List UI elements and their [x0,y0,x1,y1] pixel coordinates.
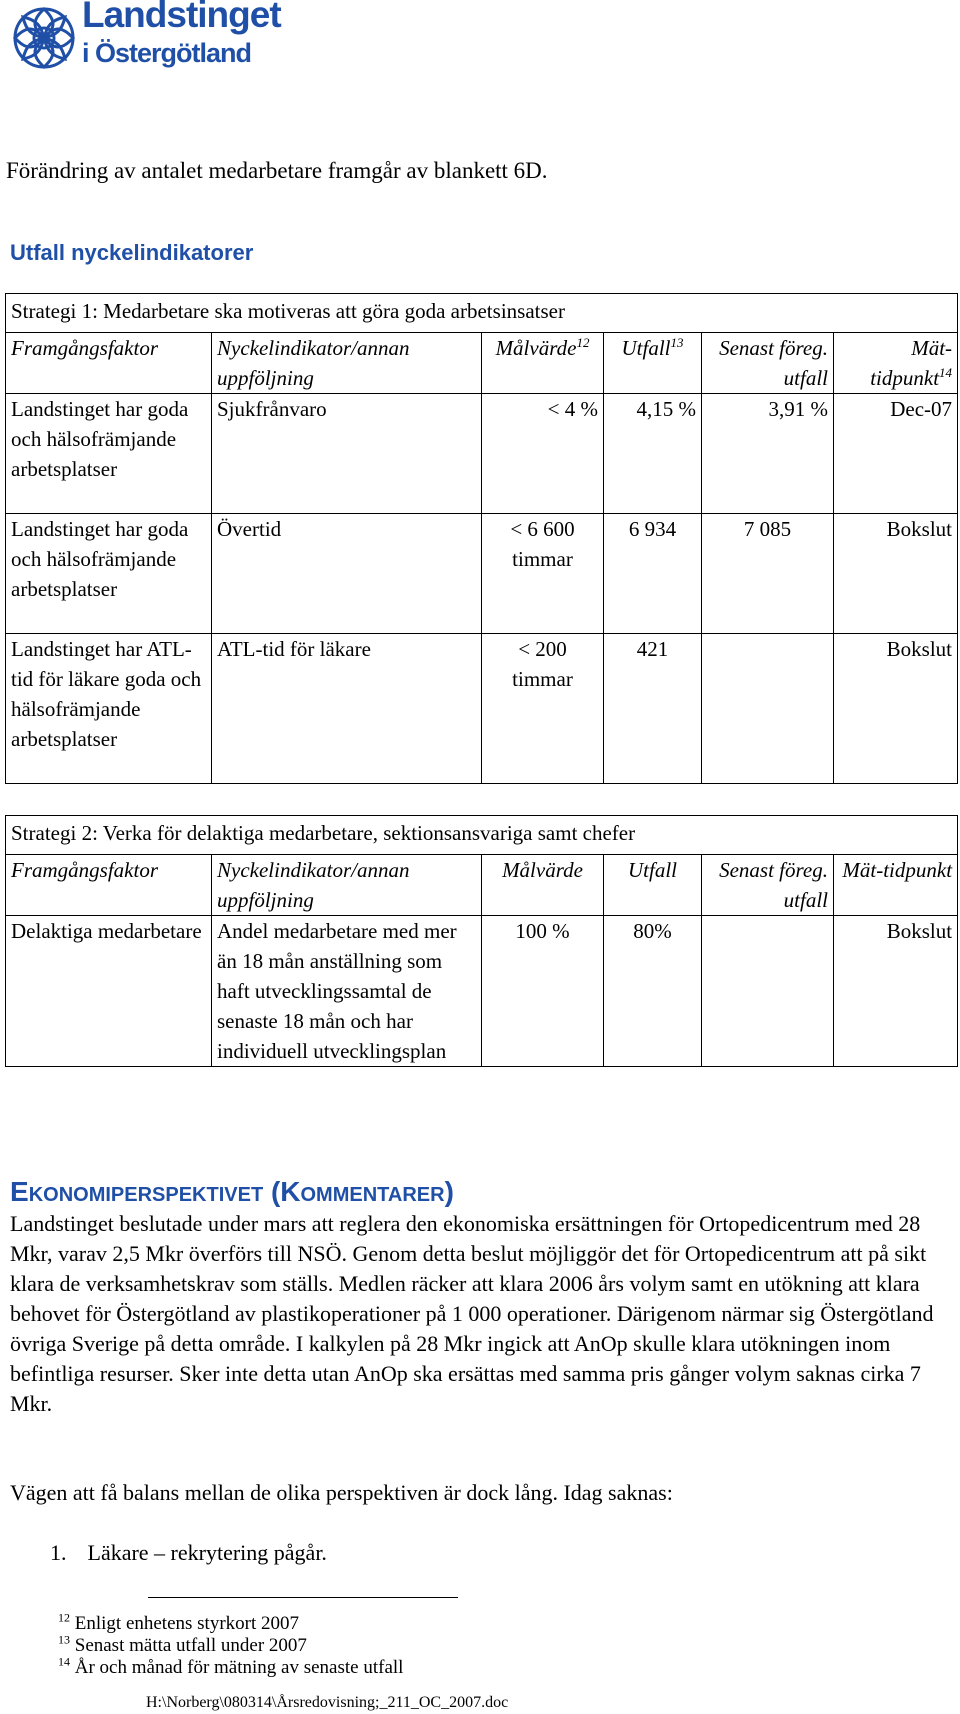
header-outcome: Utfall$^{13}$ [604,333,702,394]
header-time: Mät-tidpunkt [834,855,958,916]
cell-indicator: Andel medarbetare med mer än 18 mån anställning som haft utvecklingssamtal de senaste 18 mån och har individuell utvecklingsplan [212,916,482,1067]
cell-time: Bokslut [834,634,958,784]
cell-prev [702,916,834,1067]
cell-time: Dec-07 [834,394,958,514]
cell-target: < 6 600 timmar [482,514,604,634]
footnote: $^{12}$ Enligt enhetens styrkort 2007 [58,1610,300,1634]
cell-outcome: 421 [604,634,702,784]
cell-indicator: Sjukfrånvaro [212,394,482,514]
table-header-row [6,333,958,394]
list-number: 1. [50,1540,67,1565]
cell-outcome: 4,15 % [604,394,702,514]
header-target: Målvärde$^{12}$ [482,333,604,394]
cell-factor: Landstinget har goda och hälsofrämjande arbetsplatser [6,514,212,634]
cell-target: < 200 timmar [482,634,604,784]
header-factor: Framgångsfaktor [6,855,212,916]
cell-outcome: 80% [604,916,702,1067]
logo-subtitle: i Östergötland [82,38,252,68]
table-header-row [6,855,958,916]
cell-time: Bokslut [834,514,958,634]
cell-outcome: 6 934 [604,514,702,634]
table-row [6,514,958,634]
header-factor: Framgångsfaktor [6,333,212,394]
footnote-divider [148,1597,458,1598]
cell-indicator: ATL-tid för läkare [212,634,482,784]
strategy1-table [5,293,958,784]
cell-prev [702,634,834,784]
intro-text: Förändring av antalet medarbetare framgår av blankett 6D. [6,158,548,183]
cell-prev: 7 085 [702,514,834,634]
table-row [6,916,958,1067]
section-heading: Utfall nyckelindikatorer [10,240,254,265]
header-prev: Senast föreg. utfall [702,333,834,394]
header-prev: Senast föreg. utfall [702,855,834,916]
list-text: Läkare – rekrytering pågår. [87,1540,327,1565]
cell-factor: Landstinget har goda och hälsofrämjande arbetsplatser [6,394,212,514]
cell-factor: Landstinget har ATL-tid för läkare goda och hälsofrämjande arbetsplatser [6,634,212,784]
cell-factor: Delaktiga medarbetare [6,916,212,1067]
header-time: Mät-tidpunkt$^{14}$ [834,333,958,394]
header-indicator: Nyckelindikator/annan uppföljning [212,333,482,394]
header-outcome: Utfall [604,855,702,916]
table-row [6,394,958,514]
footnote: $^{13}$ Senast mätta utfall under 2007 [58,1632,307,1656]
cell-prev: 3,91 % [702,394,834,514]
file-path: H:\Norberg\080314\Årsredovisning;_211_OC_2007.doc [146,1694,509,1711]
table-row [6,634,958,784]
strategy1-title: Strategi 1: Medarbetare ska motiveras att göra goda arbetsinsatser [6,294,958,333]
logo [12,0,292,74]
logo-title: Landstinget [82,0,281,35]
cell-time: Bokslut [834,916,958,1067]
header-target: Målvärde [482,855,604,916]
cell-indicator: Övertid [212,514,482,634]
economy-heading: EKONOMIPERSPEKTIVET (KOMMENTARER) [10,1176,454,1207]
cell-target: 100 % [482,916,604,1067]
economy-paragraph: Landstinget beslutade under mars att reglera den ekonomiska ersättningen för Ortopedicentrum med 28 Mkr, varav 2,5 Mkr överförs till NSÖ. Genom detta beslut möjliggör det för Ortopedicentrum att på sikt klara de verksamhetskrav som ställs. Medlen räcker att klara 2006 års volym samt en utökning att klara behovet för Östergötland av plastikoperationer på 1 000 operationer. Därigenom närmar sig Östergötland övriga Sverige på detta område. I kalkylen på 28 Mkr ingick att AnOp skulle klara utökningen inom befintliga resurser. Sker inte detta utan AnOp ska ersättas med samma pris gånger volym saknas cirka 7 Mkr. [10,1211,934,1416]
logo-emblem-icon [12,6,76,70]
strategy2-title: Strategi 2: Verka för delaktiga medarbetare, sektionsansvariga samt chefer [6,816,958,855]
header-indicator: Nyckelindikator/annan uppföljning [212,855,482,916]
economy-paragraph-2: Vägen att få balans mellan de olika perspektiven är dock lång. Idag saknas: [10,1480,673,1505]
footnote: $^{14}$ År och månad för mätning av senaste utfall [58,1654,404,1678]
list-item [50,1538,327,1568]
cell-target: < 4 % [482,394,604,514]
strategy2-table [5,815,958,1067]
